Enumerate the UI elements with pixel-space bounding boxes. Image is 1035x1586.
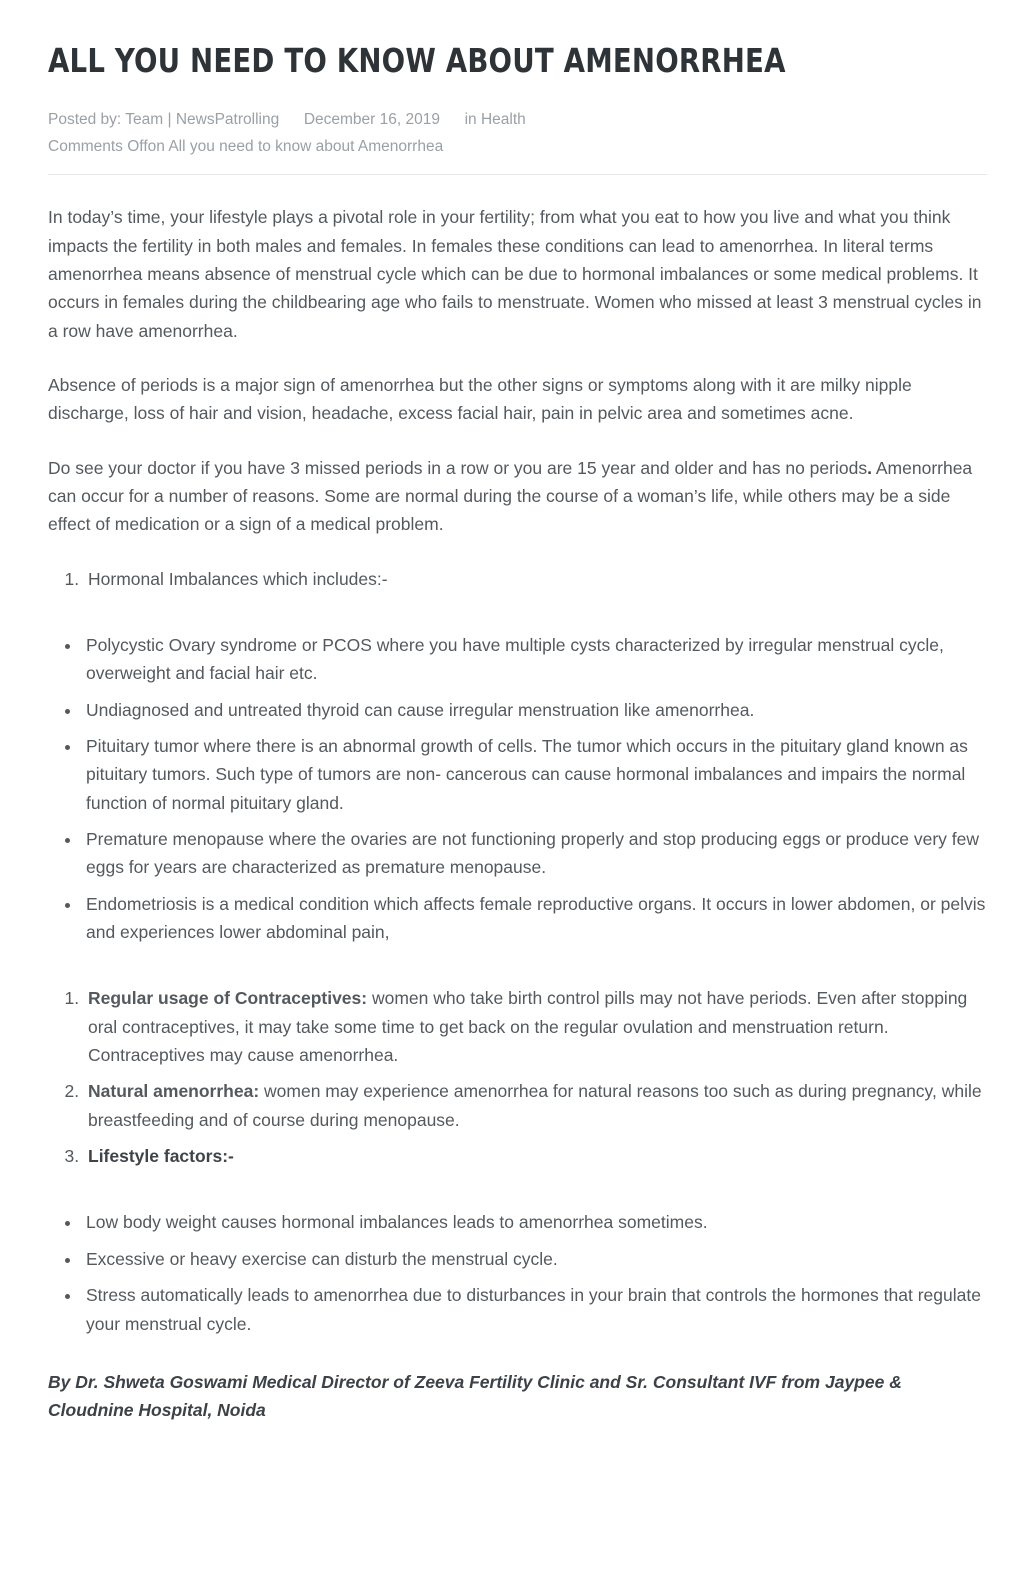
ordered-list-reasons: [48, 984, 987, 1170]
article-body: [48, 203, 987, 1424]
meta-line-1: [48, 106, 987, 133]
list-spacer-3: [48, 1194, 987, 1208]
list-item: • Low body weight causes hormonal imbalances leads to amenorrhea sometimes.: [82, 1208, 987, 1236]
list-item: [84, 1142, 987, 1170]
meta-author[interactable]: Team | NewsPatrolling: [125, 110, 280, 128]
meta-category[interactable]: Health: [480, 110, 526, 128]
list-item: • Stress automatically leads to amenorrhea due to disturbances in your brain that controls the hormones that regulate your menstrual cycle.: [82, 1281, 987, 1338]
page-title: ALL YOU NEED TO KNOW ABOUT AMENORRHEA: [48, 41, 786, 80]
meta-comments: Comments Offon All you need to know about Amenorrhea: [48, 138, 444, 156]
paragraph-3-bold-mark: .: [867, 457, 872, 478]
paragraph-3: [48, 454, 987, 539]
list-spacer-2: [48, 970, 987, 984]
list-item-rest: women may experience amenorrhea for natural reasons too such as during pregnancy, while breastfeeding and of course during menopause.: [88, 1081, 982, 1130]
list-item-lead: Regular usage of Contraceptives:: [88, 988, 368, 1009]
bullet-list-lifestyle: [48, 1208, 987, 1337]
list-item: • Pituitary tumor where there is an abnormal growth of cells. The tumor which occurs in the pituitary gland known as pituitary tumors. Such type of tumors are non- cancerous can cause hormonal imbalances and impairs the normal function of normal pituitary gland.: [82, 732, 987, 817]
paragraph-2: Absence of periods is a major sign of amenorrhea but the other signs or symptoms along with it are milky nipple discharge, loss of hair and vision, headache, excess facial hair, pain in pelvic area and sometimes acne.: [48, 374, 912, 424]
ordered-list-hormonal: [48, 565, 987, 593]
bullet-list-causes: [48, 631, 987, 946]
list-item: [84, 1077, 987, 1134]
author-credit: By Dr. Shweta Goswami Medical Director of Zeeva Fertility Clinic and Sr. Consultant IVF from Jaypee & Cloudnine Hospital, Noida: [48, 1371, 902, 1420]
list-item: • Undiagnosed and untreated thyroid can cause irregular menstruation like amenorrhea.: [82, 696, 987, 724]
posted-by-label: Posted by:: [48, 110, 122, 128]
list-item: • Excessive or heavy exercise can disturb the menstrual cycle.: [82, 1245, 987, 1273]
list-item: • Polycystic Ovary syndrome or PCOS where you have multiple cysts characterized by irregular menstrual cycle, overweight and facial hair etc.: [82, 631, 987, 688]
list-item: • Endometriosis is a medical condition which affects female reproductive organs. It occurs in lower abdomen, or pelvis and experiences lower abdominal pain,: [82, 890, 987, 947]
list-item: • Premature menopause where the ovaries are not functioning properly and stop producing eggs or produce very few eggs for years are characterized as premature menopause.: [82, 825, 987, 882]
paragraph-1: In today’s time, your lifestyle plays a pivotal role in your fertility; from what you eat to how you live and what you think impacts the fertility in both males and females. In females these conditions can lead to amenorrhea. In literal terms amenorrhea means absence of menstrual cycle which can be due to hormonal imbalances or some medical problems. It occurs in females during the childbearing age who fails to menstruate. Women who missed at least 3 menstrual cycles in a row have amenorrhea.: [48, 207, 982, 341]
meta-date: December 16, 2019: [303, 110, 440, 128]
list-item-lead: Natural amenorrhea:: [88, 1081, 260, 1102]
article-meta: [48, 106, 987, 175]
list-spacer-1: [48, 617, 987, 631]
paragraph-3-part-2: Amenorrhea can occur for a number of reasons. Some are normal during the course of a woman’s life, while others may be a side effect of medication or a sign of a medical problem.: [48, 457, 973, 535]
paragraph-3-part-1: Do see your doctor if you have 3 missed periods in a row or you are 15 year and older and has no periods: [48, 457, 868, 478]
list-item-lead: Lifestyle factors:-: [88, 1146, 234, 1167]
list-item-rest: women who take birth control pills may not have periods. Even after stopping oral contraceptives, it may take some time to get back on the regular ovulation and menstruation return. Contraceptives may cause amenorrhea.: [88, 988, 968, 1066]
list-item: [84, 984, 987, 1069]
meta-in-label: in: [464, 110, 477, 128]
list-item: 1. Hormonal Imbalances which includes:-: [84, 565, 987, 593]
